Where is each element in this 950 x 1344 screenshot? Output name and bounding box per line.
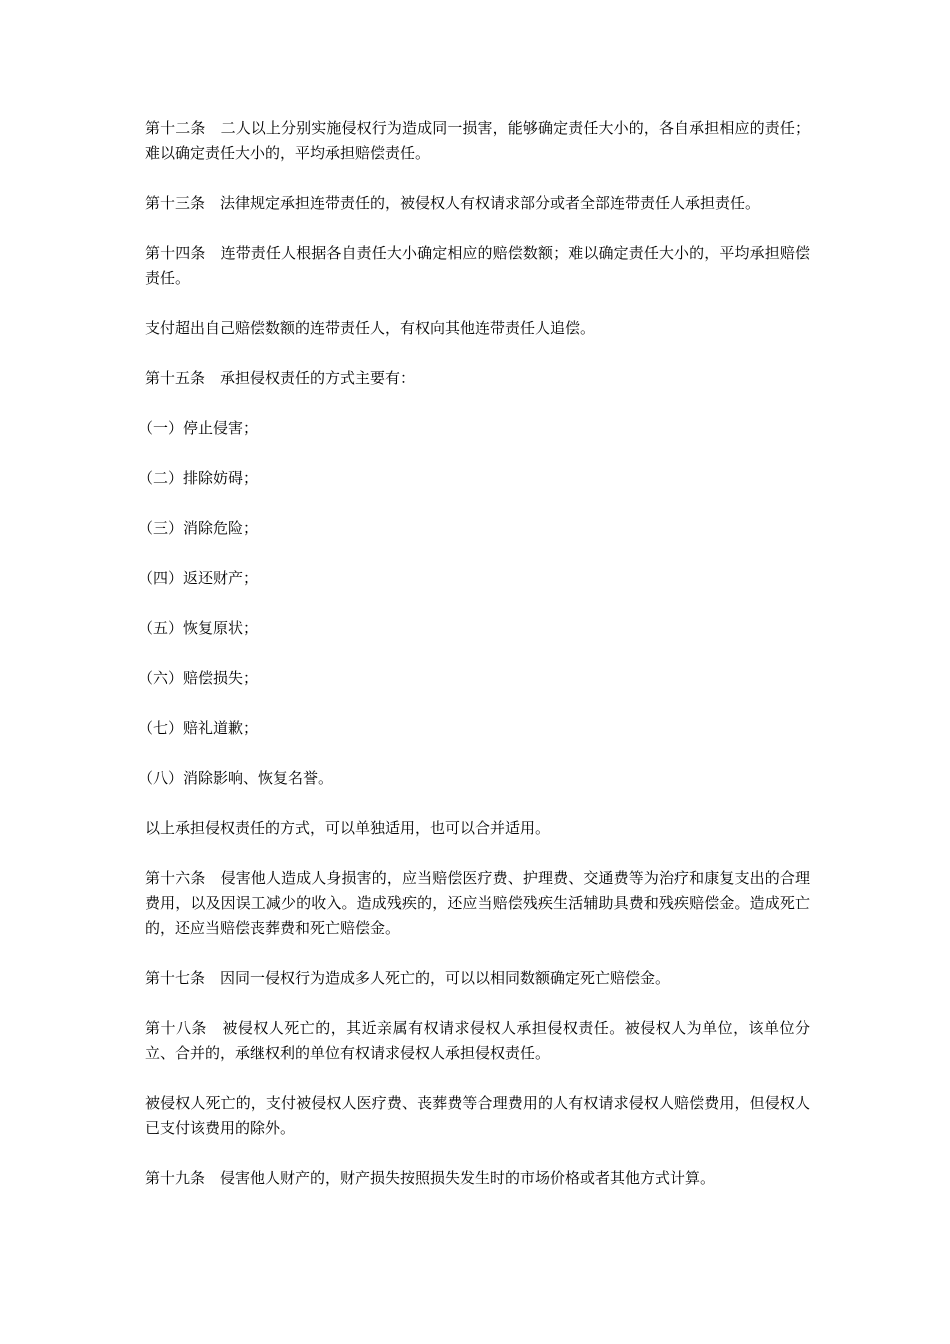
article-18-paragraph-2: 被侵权人死亡的，支付被侵权人医疗费、丧葬费等合理费用的人有权请求侵权人赔偿费用，但侵权人已支付该费用的除外。	[145, 1094, 810, 1137]
article-15: 第十五条 承担侵权责任的方式主要有：	[145, 369, 416, 387]
article-14: 第十四条 连带责任人根据各自责任大小确定相应的赔偿数额；难以确定责任大小的，平均承担赔偿责任。	[145, 244, 810, 287]
list-item: （八）消除影响、恢复名誉。	[138, 769, 334, 787]
article-13: 第十三条 法律规定承担连带责任的，被侵权人有权请求部分或者全部连带责任人承担责任。	[145, 194, 761, 212]
list-item: （一）停止侵害；	[138, 419, 259, 437]
article-14-paragraph-2: 支付超出自己赔偿数额的连带责任人，有权向其他连带责任人追偿。	[145, 319, 596, 337]
list-item: （七）赔礼道歉；	[138, 719, 259, 737]
list-item: （二）排除妨碍；	[138, 469, 259, 487]
list-item: （四）返还财产；	[138, 569, 259, 587]
article-17: 第十七条 因同一侵权行为造成多人死亡的，可以以相同数额确定死亡赔偿金。	[145, 969, 671, 987]
list-item: （六）赔偿损失；	[138, 669, 259, 687]
article-15-paragraph-2: 以上承担侵权责任的方式，可以单独适用，也可以合并适用。	[145, 819, 551, 837]
article-19: 第十九条 侵害他人财产的，财产损失按照损失发生时的市场价格或者其他方式计算。	[145, 1169, 716, 1187]
article-18: 第十八条 被侵权人死亡的，其近亲属有权请求侵权人承担侵权责任。被侵权人为单位，该单位分立、合并的，承继权利的单位有权请求侵权人承担侵权责任。	[145, 1019, 810, 1062]
document-page	[138, 116, 810, 1216]
article-12: 第十二条 二人以上分别实施侵权行为造成同一损害，能够确定责任大小的，各自承担相应的责任；难以确定责任大小的，平均承担赔偿责任。	[145, 119, 810, 162]
list-item: （五）恢复原状；	[138, 619, 259, 637]
list-item: （三）消除危险；	[138, 519, 259, 537]
article-16: 第十六条 侵害他人造成人身损害的，应当赔偿医疗费、护理费、交通费等为治疗和康复支出的合理费用，以及因误工减少的收入。造成残疾的，还应当赔偿残疾生活辅助具费和残疾赔偿金。造成死亡的，还应当赔偿丧葬费和死亡赔偿金。	[145, 869, 810, 937]
